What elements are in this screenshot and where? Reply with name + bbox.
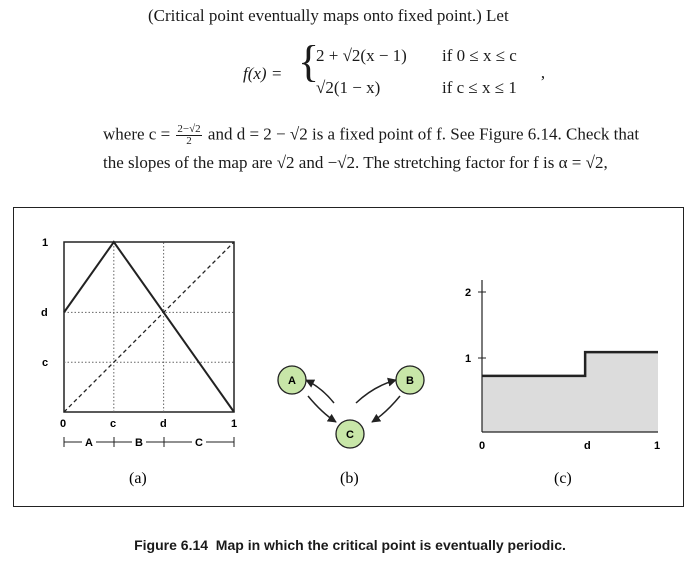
node-b-label: B	[406, 375, 414, 387]
f-label: f(x) =	[243, 64, 283, 83]
node-a-label: A	[288, 375, 296, 387]
panel-a	[41, 237, 237, 487]
y-tick-1: 1	[42, 237, 49, 249]
interval-label-c: C	[195, 437, 203, 449]
text-line-4: the slopes of the map are √2 and −√2. The stretching factor for f is α = √2,	[103, 153, 608, 172]
y-tick-c: c	[42, 357, 49, 369]
y-tick-d: d	[41, 307, 48, 319]
figure-svg	[14, 208, 685, 508]
comma: ’	[540, 72, 546, 91]
case2-expr: √2(1 − x)	[316, 78, 381, 97]
c-denominator: 2	[186, 135, 192, 147]
line3-part1: where c =	[103, 124, 171, 144]
panel-c	[465, 280, 660, 487]
density-area	[482, 352, 658, 432]
c-fraction	[176, 124, 201, 147]
sublabel-a: (a)	[129, 470, 147, 487]
c-y-label-1: 1	[465, 353, 472, 365]
case1-condition: if 0 ≤ x ≤ c	[442, 46, 517, 65]
figure-box	[13, 207, 684, 507]
x-tick-d: d	[160, 418, 167, 430]
text-line-3	[103, 124, 639, 147]
c-y-label-2: 2	[465, 287, 472, 299]
text-line-1: (Critical point eventually maps onto fixed point.) Let	[148, 6, 509, 25]
figure-caption: Figure 6.14 Map in which the critical point is eventually periodic.	[134, 537, 566, 553]
x-tick-1: 1	[231, 418, 238, 430]
c-x-label-1: 1	[654, 440, 661, 452]
c-x-label-d: d	[584, 440, 591, 452]
sublabel-b: (b)	[340, 470, 359, 487]
panel-b	[278, 366, 424, 487]
edge-c-to-b	[356, 380, 396, 403]
c-numerator: 2−√2	[177, 123, 201, 135]
edge-b-to-c	[372, 396, 400, 422]
case1-expr: 2 + √2(x − 1)	[316, 46, 407, 65]
x-tick-c: c	[110, 418, 117, 430]
diagonal-line	[64, 242, 234, 412]
left-brace: {	[298, 37, 320, 86]
case2-condition: if c ≤ x ≤ 1	[442, 78, 517, 97]
line3-part2: and d = 2 − √2 is a fixed point of f. See Figure 6.14. Check that	[207, 124, 640, 144]
x-tick-0: 0	[60, 418, 67, 430]
node-c-label: C	[346, 429, 354, 441]
interval-label-a: A	[85, 437, 93, 449]
interval-label-b: B	[135, 437, 143, 449]
sublabel-c: (c)	[554, 470, 572, 487]
c-x-label-0: 0	[479, 440, 486, 452]
